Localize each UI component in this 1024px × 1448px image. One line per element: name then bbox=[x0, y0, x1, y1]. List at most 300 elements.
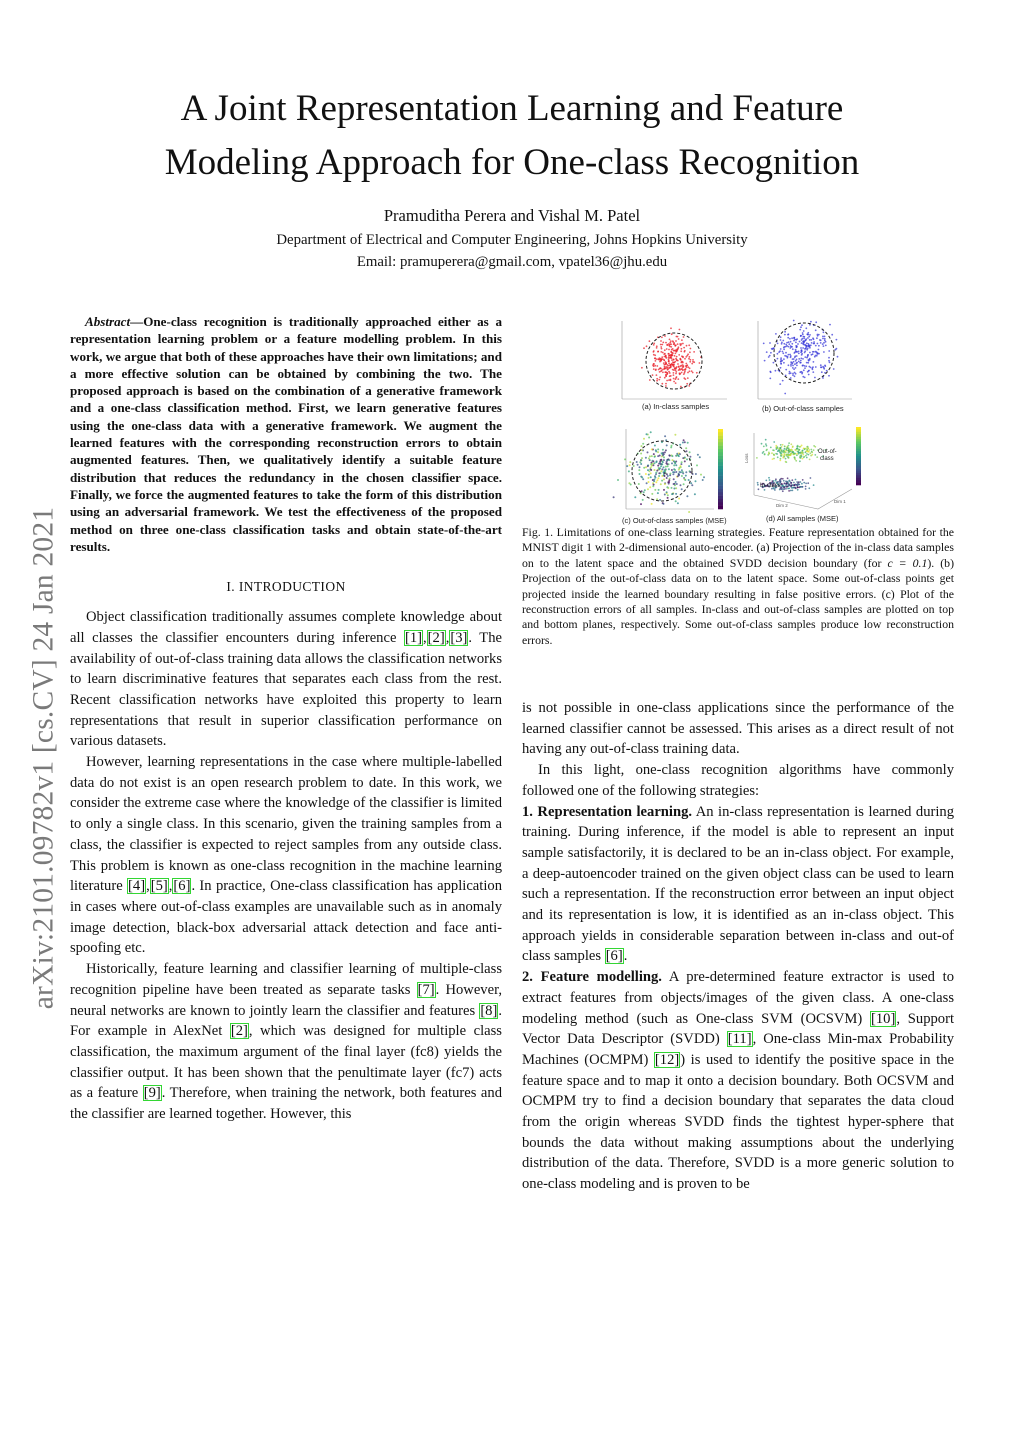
scatter-point bbox=[644, 489, 646, 491]
scatter-point bbox=[642, 499, 644, 501]
scatter-point bbox=[688, 358, 690, 360]
scatter-point bbox=[642, 443, 644, 445]
scatter-point bbox=[672, 369, 674, 371]
scatter-point bbox=[813, 361, 815, 363]
scatter-point bbox=[689, 351, 691, 353]
scatter-point bbox=[674, 355, 676, 357]
scatter-point bbox=[793, 361, 795, 363]
title-line-1: A Joint Representation Learning and Feature bbox=[180, 88, 844, 129]
scatter-point bbox=[775, 445, 777, 447]
scatter-point bbox=[806, 449, 808, 451]
scatter-point bbox=[690, 359, 692, 361]
scatter-point bbox=[675, 500, 677, 502]
colorbar-segment bbox=[856, 451, 861, 454]
scatter-point bbox=[633, 465, 635, 467]
scatter-point bbox=[790, 484, 792, 486]
scatter-point bbox=[781, 449, 783, 451]
scatter-point bbox=[666, 380, 668, 382]
scatter-point bbox=[783, 348, 785, 350]
scatter-point bbox=[810, 339, 812, 341]
scatter-point bbox=[651, 493, 653, 495]
axis-loss: Loss bbox=[744, 453, 749, 463]
scatter-point bbox=[785, 344, 787, 346]
text-run: , One-class Min-max Probability Machines (OCMPM) bbox=[522, 1031, 954, 1068]
scatter-point bbox=[781, 453, 783, 455]
citation-link[interactable]: [6] bbox=[173, 878, 191, 895]
scatter-point bbox=[835, 349, 837, 351]
scatter-point bbox=[828, 350, 830, 352]
scatter-point bbox=[666, 477, 668, 479]
scatter-point bbox=[665, 342, 667, 344]
scatter-point bbox=[788, 343, 790, 345]
scatter-point bbox=[793, 368, 795, 370]
scatter-point bbox=[694, 493, 696, 495]
scatter-point bbox=[828, 360, 830, 362]
citation-link[interactable]: [3] bbox=[450, 629, 468, 646]
scatter-point bbox=[663, 459, 665, 461]
scatter-point bbox=[801, 324, 803, 326]
scatter-point bbox=[808, 336, 810, 338]
scatter-point bbox=[699, 456, 701, 458]
citation-link[interactable]: [7] bbox=[417, 981, 435, 998]
scatter-point bbox=[657, 351, 659, 353]
scatter-point bbox=[668, 353, 670, 355]
scatter-point bbox=[787, 488, 789, 490]
colorbar-segment bbox=[718, 462, 723, 466]
scatter-point bbox=[638, 469, 640, 471]
colorbar-segment bbox=[856, 444, 861, 447]
scatter-point bbox=[820, 364, 822, 366]
out-of-class-label: Out-of- bbox=[818, 449, 837, 455]
scatter-point bbox=[802, 458, 804, 460]
section-title-rest: NTRODUCTION bbox=[243, 579, 346, 595]
scatter-point bbox=[764, 454, 766, 456]
scatter-point bbox=[768, 477, 770, 479]
scatter-point bbox=[677, 343, 679, 345]
scatter-point bbox=[816, 353, 818, 355]
scatter-point bbox=[671, 455, 673, 457]
scatter-point bbox=[664, 377, 666, 379]
scatter-point bbox=[668, 349, 670, 351]
scatter-point bbox=[684, 350, 686, 352]
scatter-point bbox=[765, 480, 767, 482]
scatter-point bbox=[796, 338, 798, 340]
right-column bbox=[522, 698, 954, 1195]
scatter-point bbox=[801, 354, 803, 356]
abstract-text: One-class recognition is traditionally approached either as a representation learning problem or a feature modelling problem. In this work, we argue that both of these approaches have their own limitations; and a more effective solution can be obtained by combining the two. The proposed approach is based on the combination of a generative framework and a one-class classification method. First, we learn generative features using the one-class data with a generative framework. We augment the learned features with the corresponding reconstruction errors to obtain augmented features. Then, we qualitatively identify a suitable feature distribution that reduces the redundancy in the chosen classifier space. Finally, we force the augmented features to take the form of this distribution using an adversarial framework. We test the effectiveness of the proposed method on three one-class classification tasks and obtain state-of-the-art results. bbox=[70, 314, 502, 554]
scatter-point bbox=[674, 368, 676, 370]
citation-link[interactable]: [2] bbox=[427, 629, 445, 646]
scatter-point bbox=[667, 475, 669, 477]
scatter-point bbox=[693, 351, 695, 353]
scatter-point bbox=[702, 479, 704, 481]
scatter-point bbox=[801, 483, 803, 485]
scatter-point bbox=[674, 434, 676, 436]
scatter-point bbox=[807, 348, 809, 350]
scatter-point bbox=[786, 483, 788, 485]
scatter-point bbox=[685, 471, 687, 473]
scatter-point bbox=[815, 366, 817, 368]
scatter-point bbox=[789, 485, 791, 487]
scatter-point bbox=[792, 373, 794, 375]
scatter-point bbox=[654, 489, 656, 491]
scatter-point bbox=[798, 450, 800, 452]
figure-image bbox=[522, 313, 954, 525]
scatter-point bbox=[685, 368, 687, 370]
scatter-point bbox=[646, 482, 648, 484]
scatter-point bbox=[806, 446, 808, 448]
scatter-point bbox=[807, 337, 809, 339]
scatter-point bbox=[801, 373, 803, 375]
scatter-point bbox=[661, 468, 663, 470]
scatter-point bbox=[788, 490, 790, 492]
scatter-point bbox=[650, 431, 652, 433]
arxiv-identifier-text: arXiv:2101.09782v1 [cs.CV] 24 Jan 2021 bbox=[27, 506, 60, 1010]
scatter-point bbox=[770, 447, 772, 449]
scatter-point bbox=[788, 364, 790, 366]
scatter-point bbox=[624, 458, 626, 460]
scatter-point bbox=[692, 359, 694, 361]
colorbar-segment bbox=[718, 429, 723, 433]
text-run: Historically, feature learning and classifier learning of multiple-class recognition pipeline have been treated as separate tasks bbox=[70, 961, 502, 998]
scatter-point bbox=[800, 326, 802, 328]
scatter-point bbox=[665, 361, 667, 363]
scatter-point bbox=[802, 454, 804, 456]
scatter-point bbox=[657, 465, 659, 467]
scatter-point bbox=[771, 348, 773, 350]
scatter-point bbox=[810, 367, 812, 369]
scatter-point bbox=[766, 445, 768, 447]
scatter-point bbox=[780, 447, 782, 449]
colorbar-segment bbox=[856, 437, 861, 440]
scatter-point bbox=[641, 457, 643, 459]
colorbar-segment bbox=[718, 459, 723, 463]
scatter-point bbox=[682, 357, 684, 359]
citation-link[interactable]: [8] bbox=[480, 1002, 498, 1019]
scatter-point bbox=[686, 345, 688, 347]
colorbar-segment bbox=[718, 466, 723, 470]
scatter-point bbox=[656, 374, 658, 376]
colorbar-segment bbox=[856, 480, 861, 483]
colorbar-segment bbox=[856, 458, 861, 461]
text-run: . Therefore, when training the network, both features and the classifier are learned together. However, this bbox=[70, 1085, 502, 1123]
scatter-point bbox=[823, 342, 825, 344]
text-run: ) is used to identify the positive space in the feature space and to map it onto a decision boundary. Both OCSVM and OCMPM try to find a decision boundary that separates the data cloud from the origin whereas SVDD finds the tightest hyper-sphere that bounds the data without making assumptions about the underlying distribution of the data. Therefore, SVDD is a more generic solution to one-class modeling and is proven to be bbox=[522, 1051, 954, 1193]
citation-link[interactable]: [10] bbox=[871, 1010, 896, 1027]
scatter-point bbox=[666, 491, 668, 493]
scatter-point bbox=[676, 356, 678, 358]
scatter-point bbox=[783, 358, 785, 360]
text-run: . In practice, One-class classification has application in cases where out-of-class examples are unavailable such as in anomaly image detection, black-box adversarial attack detection and face anti-spoofing etc. bbox=[70, 878, 502, 957]
scatter-point bbox=[808, 343, 810, 345]
scatter-point bbox=[660, 351, 662, 353]
scatter-point bbox=[661, 480, 663, 482]
scatter-point bbox=[799, 341, 801, 343]
citation-link[interactable]: [5] bbox=[150, 878, 168, 895]
scatter-point bbox=[826, 370, 828, 372]
scatter-point bbox=[655, 481, 657, 483]
scatter-point bbox=[648, 457, 650, 459]
scatter-point bbox=[813, 484, 815, 486]
scatter-point bbox=[664, 349, 666, 351]
scatter-point bbox=[784, 393, 786, 395]
scatter-point bbox=[669, 339, 671, 341]
scatter-point bbox=[655, 450, 657, 452]
text-run: A pre-determined feature extractor is used to extract features from objects/images of the given class. A one-class modeling method (such as One-class SVM (OCSVM) bbox=[522, 969, 954, 1027]
scatter-point bbox=[666, 444, 668, 446]
scatter-point bbox=[784, 334, 786, 336]
scatter-point bbox=[756, 457, 758, 459]
scatter-point bbox=[805, 348, 807, 350]
scatter-point bbox=[831, 334, 833, 336]
scatter-point bbox=[781, 487, 783, 489]
scatter-point bbox=[681, 475, 683, 477]
text-run: However, learning representations in the case where multiple-labelled data do not exist is an open research problem to date. In this work, we consider the extreme case where the knowledge of the classifier is limited to only a single class. In this scenario, given the training samples from a class, the classifier is expected to reject samples from any outside class. This problem is known as one-class recognition in the machine learning literature bbox=[70, 754, 502, 895]
colorbar-segment bbox=[856, 471, 861, 474]
scatter-point bbox=[779, 383, 781, 385]
colorbar-segment bbox=[856, 439, 861, 442]
scatter-point bbox=[653, 368, 655, 370]
scatter-point bbox=[647, 477, 649, 479]
scatter-point bbox=[677, 336, 679, 338]
right-paragraph-2: In this light, one-class recognition algorithms have commonly followed one of the following strategies: bbox=[522, 762, 954, 799]
scatter-point bbox=[673, 378, 675, 380]
scatter-point bbox=[671, 469, 673, 471]
scatter-point bbox=[792, 365, 794, 367]
colorbar-segment bbox=[856, 442, 861, 445]
scatter-point bbox=[683, 336, 685, 338]
scatter-point bbox=[680, 484, 682, 486]
scatter-point bbox=[666, 463, 668, 465]
scatter-point bbox=[784, 483, 786, 485]
citation-link[interactable]: [6] bbox=[605, 948, 623, 965]
scatter-point bbox=[663, 353, 665, 355]
scatter-point bbox=[803, 338, 805, 340]
scatter-point bbox=[679, 471, 681, 473]
citation-link[interactable]: [1] bbox=[404, 629, 422, 646]
colorbar-segment bbox=[856, 434, 861, 437]
affiliation: Department of Electrical and Computer Engineering, Johns Hopkins University bbox=[276, 232, 748, 248]
scatter-point bbox=[809, 346, 811, 348]
scatter-point bbox=[811, 451, 813, 453]
scatter-point bbox=[790, 365, 792, 367]
citation-link[interactable]: [9] bbox=[143, 1085, 161, 1102]
scatter-point bbox=[653, 344, 655, 346]
scatter-point bbox=[683, 439, 685, 441]
scatter-point bbox=[813, 343, 815, 345]
scatter-point bbox=[764, 360, 766, 362]
scatter-point bbox=[766, 351, 768, 353]
scatter-point bbox=[771, 452, 773, 454]
strategy-1-label: 1. Representation learning. bbox=[522, 803, 693, 820]
scatter-point bbox=[680, 359, 682, 361]
arxiv-identifier bbox=[20, 462, 68, 1054]
scatter-point bbox=[803, 369, 805, 371]
scatter-point bbox=[769, 378, 771, 380]
scatter-point bbox=[654, 365, 656, 367]
scatter-point bbox=[780, 444, 782, 446]
scatter-point bbox=[823, 331, 825, 333]
scatter-point bbox=[794, 456, 796, 458]
scatter-point bbox=[651, 455, 653, 457]
scatter-point bbox=[789, 347, 791, 349]
colorbar-segment bbox=[718, 452, 723, 456]
scatter-point bbox=[805, 365, 807, 367]
scatter-point bbox=[805, 452, 807, 454]
scatter-point bbox=[654, 462, 656, 464]
scatter-point bbox=[688, 479, 690, 481]
scatter-point bbox=[814, 377, 816, 379]
scatter-point bbox=[700, 474, 702, 476]
citation-link[interactable]: [2] bbox=[230, 1023, 248, 1040]
scatter-point bbox=[660, 344, 662, 346]
scatter-point bbox=[815, 329, 817, 331]
scatter-point bbox=[782, 352, 784, 354]
scatter-point bbox=[679, 444, 681, 446]
scatter-point bbox=[657, 358, 659, 360]
paper-title bbox=[90, 82, 934, 190]
scatter-point bbox=[626, 465, 628, 467]
scatter-point bbox=[676, 453, 678, 455]
scatter-point bbox=[809, 334, 811, 336]
scatter-point bbox=[659, 455, 661, 457]
colorbar-d bbox=[856, 427, 861, 485]
scatter-point bbox=[653, 350, 655, 352]
scatter-point bbox=[660, 346, 662, 348]
scatter-point bbox=[680, 350, 682, 352]
scatter-point bbox=[825, 345, 827, 347]
scatter-point bbox=[689, 471, 691, 473]
scatter-point bbox=[655, 461, 657, 463]
scatter-point bbox=[680, 386, 682, 388]
scatter-point bbox=[668, 371, 670, 373]
citation-link[interactable]: [4] bbox=[128, 878, 146, 895]
scatter-point bbox=[671, 349, 673, 351]
scatter-point bbox=[785, 461, 787, 463]
scatter-point bbox=[653, 354, 655, 356]
scatter-point bbox=[617, 479, 619, 481]
scatter-point bbox=[648, 481, 650, 483]
scatter-point bbox=[679, 373, 681, 375]
scatter-point bbox=[672, 473, 674, 475]
scatter-point bbox=[790, 453, 792, 455]
scatter-point bbox=[660, 459, 662, 461]
scatter-point bbox=[808, 370, 810, 372]
colorbar-segment bbox=[856, 463, 861, 466]
scatter-point bbox=[773, 450, 775, 452]
scatter-point bbox=[670, 446, 672, 448]
scatter-point bbox=[793, 337, 795, 339]
scatter-point bbox=[653, 453, 655, 455]
scatter-point bbox=[677, 363, 679, 365]
scatter-point bbox=[769, 355, 771, 357]
scatter-point bbox=[783, 486, 785, 488]
scatter-point bbox=[663, 478, 665, 480]
scatter-point bbox=[775, 333, 777, 335]
scatter-point bbox=[687, 442, 689, 444]
scatter-point bbox=[808, 374, 810, 376]
scatter-point bbox=[809, 352, 811, 354]
scatter-point bbox=[675, 349, 677, 351]
colorbar-segment bbox=[718, 492, 723, 496]
scatter-point bbox=[777, 446, 779, 448]
scatter-point bbox=[681, 469, 683, 471]
scatter-point bbox=[669, 455, 671, 457]
scatter-point bbox=[798, 361, 800, 363]
scatter-point bbox=[655, 473, 657, 475]
colorbar-segment bbox=[856, 429, 861, 432]
scatter-point bbox=[794, 351, 796, 353]
scatter-point bbox=[654, 358, 656, 360]
scatter-point bbox=[672, 493, 674, 495]
scatter-point bbox=[798, 481, 800, 483]
scatter-point bbox=[639, 461, 641, 463]
scatter-point bbox=[675, 471, 677, 473]
scatter-point bbox=[660, 463, 662, 465]
scatter-point bbox=[808, 451, 810, 453]
scatter-point bbox=[649, 379, 651, 381]
scatter-point bbox=[797, 486, 799, 488]
scatter-point bbox=[794, 363, 796, 365]
scatter-point bbox=[801, 339, 803, 341]
abstract: Abstract—One-class recognition is traditionally approached either as a representation learning problem or a feature modelling problem. In this work, we argue that both of these approaches have their own limitations; and a more effective solution can be obtained by combining the two. The proposed approach is based on the combination of a generative framework and a one-class classification method. First, we learn generative features using the one-class data with a generative framework. We augment the learned features with the corresponding reconstruction errors to obtain augmented features. Then, we qualitatively identify a suitable feature distribution that reduces the redundancy in the chosen classifier space. Finally, we force the augmented features to take the form of this distribution using an adversarial framework. We test the effectiveness of the proposed method on three one-class classification tasks and obtain state-of-the-art results. bbox=[70, 314, 502, 554]
scatter-point bbox=[787, 477, 789, 479]
scatter-point bbox=[684, 479, 686, 481]
scatter-point bbox=[647, 469, 649, 471]
right-paragraph-1: is not possible in one-class applications since the performance of the learned classifier cannot be assessed. This arises as a direct result of not having any out-of-class training data. bbox=[522, 700, 954, 758]
scatter-point bbox=[643, 438, 645, 440]
scatter-point bbox=[802, 343, 804, 345]
scatter-point bbox=[786, 454, 788, 456]
citation-link[interactable]: [11] bbox=[727, 1031, 752, 1048]
scatter-point bbox=[788, 480, 790, 482]
scatter-point bbox=[656, 470, 658, 472]
scatter-point bbox=[800, 351, 802, 353]
colorbar-segment bbox=[856, 446, 861, 449]
scatter-point bbox=[799, 457, 801, 459]
colorbar-segment bbox=[718, 496, 723, 500]
scatter-point bbox=[815, 351, 817, 353]
scatter-point bbox=[796, 351, 798, 353]
scatter-point bbox=[687, 377, 689, 379]
scatter-point bbox=[818, 345, 820, 347]
colorbar-segment bbox=[856, 473, 861, 476]
scatter-point bbox=[822, 338, 824, 340]
scatter-point bbox=[660, 340, 662, 342]
scatter-point bbox=[757, 484, 759, 486]
scatter-point bbox=[822, 343, 824, 345]
scatter-point bbox=[823, 351, 825, 353]
scatter-point bbox=[780, 478, 782, 480]
panel-c-label: (c) Out-of-class samples (MSE) bbox=[622, 516, 727, 525]
scatter-point bbox=[816, 355, 818, 357]
scatter-point bbox=[798, 353, 800, 355]
scatter-point bbox=[806, 457, 808, 459]
scatter-point bbox=[786, 486, 788, 488]
scatter-point bbox=[802, 479, 804, 481]
scatter-point bbox=[804, 377, 806, 379]
scatter-point bbox=[660, 370, 662, 372]
scatter-point bbox=[652, 374, 654, 376]
citation-link[interactable]: [12] bbox=[654, 1051, 680, 1068]
scatter-point bbox=[672, 459, 674, 461]
scatter-point bbox=[784, 446, 786, 448]
scatter-point bbox=[775, 480, 777, 482]
colorbar-segment bbox=[718, 442, 723, 446]
scatter-point bbox=[802, 450, 804, 452]
scatter-point bbox=[806, 357, 808, 359]
scatter-point bbox=[640, 459, 642, 461]
